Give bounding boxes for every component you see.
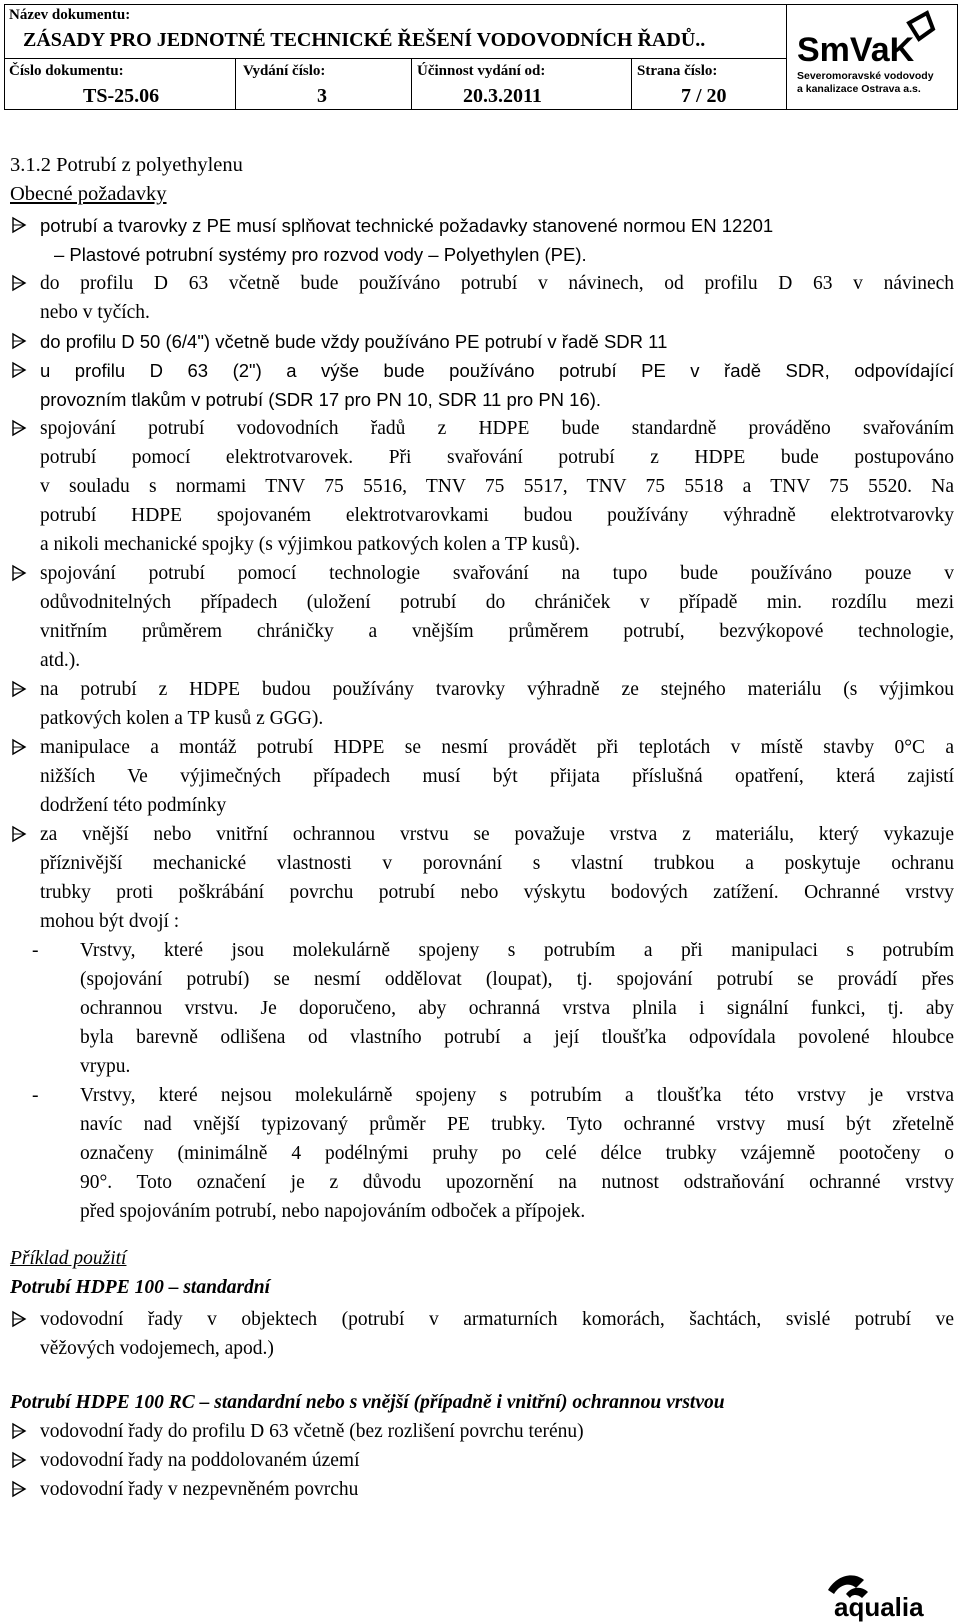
arrow-bullet-icon xyxy=(10,680,28,698)
arrow-bullet-icon xyxy=(10,1422,28,1440)
effective-date: 20.3.2011 xyxy=(463,85,542,107)
arrow-bullet-icon xyxy=(10,825,28,843)
standard-title: Potrubí HDPE 100 – standardní xyxy=(10,1277,271,1298)
dash-marker: - xyxy=(32,940,39,961)
list-item: vodovodní řady v nezpevněném povrchu xyxy=(10,1475,954,1504)
list-item: do profilu D 63 včetně bude používáno potrubí v návinech, od profilu D 63 v návinech nebo v tyčích. xyxy=(10,269,954,327)
arrow-bullet-icon xyxy=(10,1451,28,1469)
list-item: u profilu D 63 (2") a výše bude používáno potrubí PE v řadě SDR, odpovídající provozním tlakům v potrubí (SDR 17 pro PN 10, SDR 11 pro PN 16). xyxy=(10,356,954,414)
rc-title: Potrubí HDPE 100 RC – standardní nebo s vnější (případně i vnitřní) ochrannou vrstvou xyxy=(10,1392,725,1413)
document-header xyxy=(4,4,958,110)
list-item: spojování potrubí vodovodních řadů z HDPE bude standardně prováděno svařováním potrubí pomocí elektrotvarovek. Při svařování potrubí z HDPE bude postupováno v souladu s normami TNV 75 5516, TNV 75 5517, TNV 75 5518 a TNV 75 5520. Na potrubí HDPE spojovaném elektrotvarovkami budou používány výhradně elektrotvarovky a nikoli mechanické spojky (s výjimkou patkových kolen a TP kusů). xyxy=(10,414,954,559)
arrow-bullet-icon xyxy=(10,274,28,292)
aqualia-logo xyxy=(820,1568,958,1622)
standard-list xyxy=(10,1305,954,1363)
logo-text: SmVaK xyxy=(797,31,915,69)
arrow-bullet-icon xyxy=(10,216,28,234)
aqualia-logo-text: aqualia xyxy=(834,1592,924,1622)
list-item: na potrubí z HDPE budou používány tvarovky výhradně ze stejného materiálu (s výjimkou patkových kolen a TP kusů z GGG). xyxy=(10,675,954,733)
arrow-bullet-icon xyxy=(10,1310,28,1328)
arrow-bullet-icon xyxy=(10,419,28,437)
issue-number: 3 xyxy=(317,85,327,107)
page-number: 7 / 20 xyxy=(681,85,727,107)
page-label: Strana číslo: xyxy=(637,63,718,79)
doc-name: ZÁSADY PRO JEDNOTNÉ TECHNICKÉ ŘEŠENÍ VODOVODNÍCH ŘADŮ.. xyxy=(23,29,706,51)
list-item: spojování potrubí pomocí technologie svařování na tupo bude používáno pouze v odůvodnitelných případech (uložení potrubí do chrániček v případě min. rozdílu mezi vnitřním průměrem chráničky a vnějším průměrem potrubí, bezvýkopové technologie, atd.). xyxy=(10,559,954,675)
rc-list xyxy=(10,1417,954,1504)
dash-item: - Vrstvy, které nejsou molekulárně spojeny s potrubím a tloušťka této vrstvy je vrstva navíc nad vnější typizovaný průměr PE trubky. Tyto ochranné vrstvy musí být zřetelně označeny (minimálně 4 podélnými pruhy po celé délce trubky vzájemně pootočeny o 90°. Toto označení je z důvodu upozornění na nutnost odstraňování ochranné vrstvy před spojováním potrubí, nebo napojováním odboček a přípojek. xyxy=(10,1081,954,1226)
logo-subtitle-2: a kanalizace Ostrava a.s. xyxy=(797,83,921,95)
arrow-bullet-icon xyxy=(10,738,28,756)
dash-item: - Vrstvy, které jsou molekulárně spojeny s potrubím a při manipulaci s potrubím (spojování potrubí) se nesmí oddělovat (loupat), tj. spojování potrubí se provádí přes ochrannou vrstvu. Je doporučeno, aby ochranná vrstva plnila i signální funkci, tj. aby byla barevně odlišena od vlastního potrubí a její tloušťka odpovídala povolené hloubce vrypu. xyxy=(10,936,954,1081)
doc-number-label: Číslo dokumentu: xyxy=(9,63,124,79)
list-item: vodovodní řady na poddolovaném území xyxy=(10,1446,954,1475)
list-item: do profilu D 50 (6/4") včetně bude vždy používáno PE potrubí v řadě SDR 11 xyxy=(10,327,954,356)
arrow-bullet-icon xyxy=(10,564,28,582)
list-item: manipulace a montáž potrubí HDPE se nesmí provádět při teplotách v místě stavby 0°C a nižších Ve výjimečných případech musí být přijata příslušná opatření, která zajistí dodržení této podmínky xyxy=(10,733,954,820)
example-title: Příklad použití xyxy=(10,1248,127,1269)
arrow-bullet-icon xyxy=(10,332,28,350)
smvak-logo xyxy=(791,9,941,101)
section-title: 3.1.2 Potrubí z polyethylenu xyxy=(10,154,243,176)
requirements-list xyxy=(10,211,954,1226)
dash-marker: - xyxy=(32,1085,39,1106)
logo-subtitle-1: Severomoravské vodovody xyxy=(797,70,934,82)
issue-label: Vydání číslo: xyxy=(243,63,326,79)
list-item: vodovodní řady v objektech (potrubí v armaturních komorách, šachtách, svislé potrubí ve věžových vodojemech, apod.) xyxy=(10,1305,954,1363)
arrow-bullet-icon xyxy=(10,1480,28,1498)
arrow-bullet-icon xyxy=(10,361,28,379)
list-item: potrubí a tvarovky z PE musí splňovat technické požadavky stanovené normou EN 12201 – Plastové potrubní systémy pro rozvod vody – Polyethylen (PE). xyxy=(10,211,954,269)
doc-name-label: Název dokumentu: xyxy=(9,7,131,23)
subtitle-general: Obecné požadavky xyxy=(10,183,167,205)
list-item: za vnější nebo vnitřní ochrannou vrstvu se považuje vrstva z materiálu, který vykazuje příznivější mechanické vlastnosti v porovnání s vlastní trubkou a poskytuje ochranu trubky proti poškrábání povrchu potrubí nebo výskytu bodových zatížení. Ochranné vrstvy mohou být dvojí : xyxy=(10,820,954,936)
doc-number: TS-25.06 xyxy=(83,85,160,107)
list-item: vodovodní řady do profilu D 63 včetně (bez rozlišení povrchu terénu) xyxy=(10,1417,954,1446)
effective-label: Účinnost vydání od: xyxy=(417,63,546,79)
